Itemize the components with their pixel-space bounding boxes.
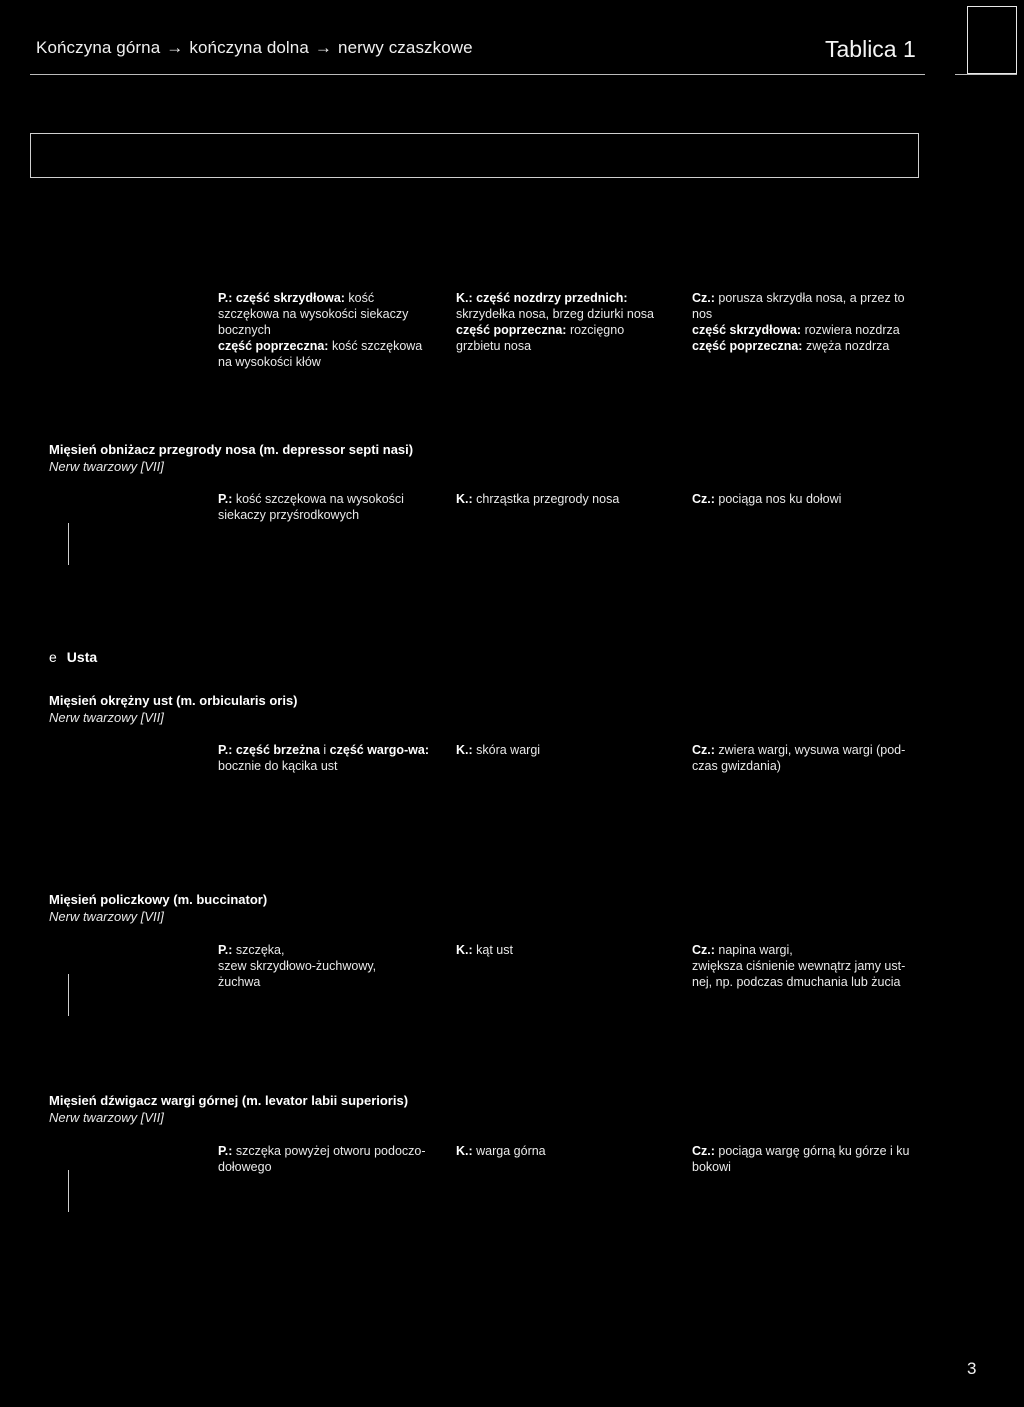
corner-tab-frame [967,6,1017,74]
breadcrumb-part-cranial-nerves: nerwy czaszkowe [338,38,473,57]
muscle-name: Mięsień okrężny ust (m. orbicularis oris) [49,693,298,708]
vertical-marker [68,523,69,565]
breadcrumb-part-upper-limb: Kończyna górna [36,38,161,57]
nerve-label: Nerw twarzowy [VII] [49,1110,164,1125]
nerve-label: Nerw twarzowy [VII] [49,909,164,924]
plate-label: Tablica 1 [825,36,916,62]
insertion-text: K.: część nozdrzy przednich: skrzydełka nosa, brzeg dziurki nosa część poprzeczna: rozcięgno grzbietu nosa [456,291,655,353]
arrow-right-icon: → [314,38,333,57]
insertion-text: K.: kąt ust [456,943,513,957]
breadcrumb-part-lower-limb: kończyna dolna [189,38,309,57]
section-heading: e Usta [49,649,98,665]
muscle-name: Mięsień dźwigacz wargi górnej (m. levator labii superioris) [49,1093,409,1108]
header-divider [30,74,925,75]
page-number: 3 [967,1359,977,1378]
origin-text: P.: część skrzydłowa: kość szczękowa na wysokości siekaczy bocznych część poprzeczna: kość szczękowa na wysokości kłów [218,291,423,369]
muscle-name: Mięsień obniżacz przegrody nosa (m. depressor septi nasi) [49,442,414,457]
action-text: Cz.: napina wargi, zwiększa ciśnienie wewnątrz jamy ust-nej, np. podczas dmuchania lub żucia [692,943,906,989]
origin-text: P.: szczęka, szew skrzydłowo-żuchwowy, żuchwa [218,943,377,989]
origin-text: P.: szczęka powyżej otworu podoczo-dołowego [218,1144,426,1174]
action-text: Cz.: pociąga nos ku dołowi [692,492,842,506]
action-text: Cz.: pociąga wargę górną ku górze i ku bokowi [692,1144,910,1174]
origin-text: P.: kość szczękowa na wysokości siekaczy przyśrodkowych [218,492,404,522]
origin-text: P.: część brzeżna i część wargo-wa: bocznie do kącika ust [218,743,430,773]
empty-frame [30,133,919,178]
nerve-label: Nerw twarzowy [VII] [49,459,164,474]
vertical-marker [68,1170,69,1212]
arrow-right-icon: → [166,38,184,57]
action-text: Cz.: zwiera wargi, wysuwa wargi (pod-czas gwizdania) [692,743,906,773]
insertion-text: K.: skóra wargi [456,743,541,757]
nerve-label: Nerw twarzowy [VII] [49,710,164,725]
insertion-text: K.: chrząstka przegrody nosa [456,492,620,506]
insertion-text: K.: warga górna [456,1144,546,1158]
corner-tab-divider [955,74,1017,75]
breadcrumb-title [36,38,473,58]
action-text: Cz.: porusza skrzydła nosa, a przez to nos część skrzydłowa: rozwiera nozdrza część poprzeczna: zwęża nozdrza [692,291,905,353]
muscle-name: Mięsień policzkowy (m. buccinator) [49,892,268,907]
vertical-marker [68,974,69,1016]
